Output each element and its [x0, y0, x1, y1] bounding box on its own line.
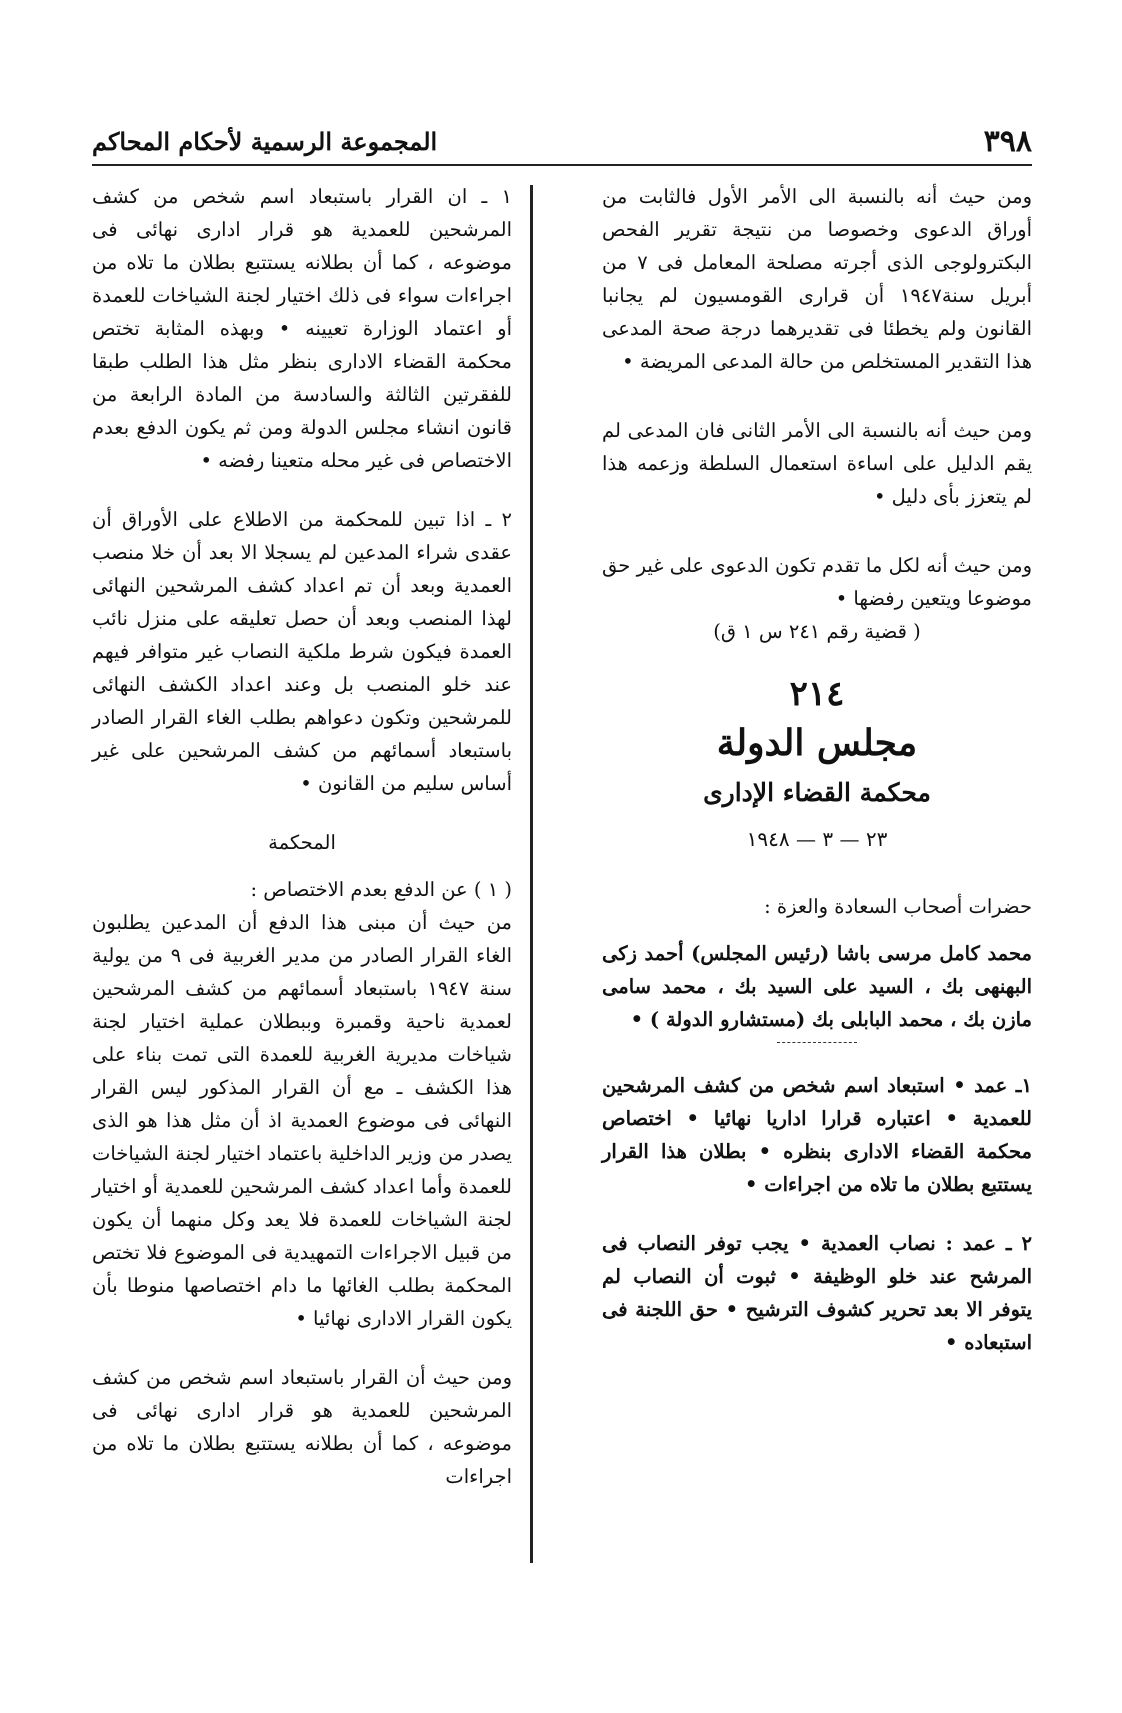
header-rule — [92, 164, 1032, 166]
body-paragraph: ومن حيث أنه لكل ما تقدم تكون الدعوى على غير حق موضوعا ويتعين رفضها • — [602, 554, 1032, 610]
body-paragraph: ومن حيث أن القرار باستبعاد اسم شخص من كشف المرشحين للعمدية هو قرار ادارى نهائى فى موضوعه ، كما أن بطلانه يستتبع بطلان ما تلاه من اجراءات — [92, 1366, 512, 1488]
body-paragraph: ومن حيث أنه بالنسبة الى الأمر الأول فالثابت من أوراق الدعوى وخصوصا من نتيجة تقرير الفحص البكترولوجى الذى أجرته مصلحة المعامل فى ٧ من أبريل سنة١٩٤٧ أن قرارى القومسيون لم يجانبا القانون ولم يخطئا فى تقديرهما درجة صحة المدعى هذا التقدير المستخلص من حالة المدعى المريضة • — [602, 185, 1032, 373]
right-column — [602, 180, 1032, 1583]
body-paragraph: من حيث أن مبنى هذا الدفع أن المدعين يطلبون الغاء القرار الصادر من مدير الغربية فى ٩ من يولية سنة ١٩٤٧ باستبعاد أسمائهم من كشف المرشحين لعمدية ناحية وقمبرة وببطلان عملية اختيار لجنة شياخات مديرية الغربية للعمدة التى تمت بناء على هذا الكشف ـ مع أن القرار المذكور ليس القرار النهائى فى موضوع العمدية اذ أن مثل هذا هو الذى يصدر من وزير الداخلية باعتماد اختيار لجنة الشياخات للعمدة وأما اعداد كشف المرشحين للعمدية أو اختيار لجنة الشياخات للعمدة فلا يعد وكل منهما أن يكون من قبيل الاجراءات التمهيدية فى الموضوع فلا تختص المحكمة بطلب الغائها ما دام اختصاصها منوطا بأن يكون القرار الادارى نهائيا • — [92, 911, 512, 1330]
ruling-number: ٢١٤ — [789, 674, 845, 714]
column-divider — [530, 185, 533, 1563]
subheading: ( ١ ) عن الدفع بعدم الاختصاص : — [250, 878, 512, 901]
principle-item: ١ ـ ان القرار باستبعاد اسم شخص من كشف المرشحين للعمدية هو قرار ادارى نهائى فى موضوعه ، كما أن بطلانه يستتبع بطلان ما تلاه من اجراءات سواء فى ذلك اختيار لجنة الشياخات للعمدة أو اعتماد الوزارة تعيينه • وبهذه المثابة تختص محكمة القضاء الادارى بنظر مثل هذا الطلب طبقا للفقرتين الثالثة والسادسة من المادة الرابعة من قانون انشاء مجلس الدولة ومن ثم يكون الدفع بعدم الاختصاص فى غير محله متعينا رفضه • — [92, 185, 512, 472]
body-paragraph: ومن حيث أنه بالنسبة الى الأمر الثانى فان المدعى لم يقم الدليل على اساءة استعمال السلطة وزعمه هذا لم يتعزز بأى دليل • — [602, 419, 1032, 508]
ruling-date: ٢٣ — ٣ — ١٩٤٨ — [746, 827, 888, 851]
page-header — [92, 118, 1032, 164]
short-divider — [777, 1042, 857, 1043]
section-title: المحكمة — [268, 831, 336, 854]
case-reference: ( قضية رقم ٢٤١ س ١ ق) — [713, 620, 921, 643]
council-title: مجلس الدولة — [716, 722, 918, 764]
bench-intro: حضرات أصحاب السعادة والعزة : — [764, 895, 1032, 918]
page-number: ٣٩٨ — [983, 123, 1032, 159]
court-title: محكمة القضاء الإدارى — [703, 778, 931, 807]
bench-members: محمد كامل مرسى باشا (رئيس المجلس) أحمد زكى البهنهى بك ، السيد على السيد بك ، محمد سامى مازن بك ، محمد البابلى بك (مستشارو الدولة ) • — [602, 942, 1032, 1031]
summary-item: ٢ ـ عمد : نصاب العمدية • يجب توفر النصاب فى المرشح عند خلو الوظيفة • ثبوت أن النصاب لم يتوفر الا بعد تحرير كشوف الترشيح • حق اللجنة فى استبعاده • — [602, 1232, 1032, 1354]
running-title: المجموعة الرسمية لأحكام المحاكم — [92, 126, 438, 156]
summary-item: ١ـ عمد • استبعاد اسم شخص من كشف المرشحين للعمدية • اعتباره قرارا اداريا نهائيا • اختصاص محكمة القضاء الادارى بنظره • بطلان هذا القرار يستتبع بطلان ما تلاه من اجراءات • — [602, 1074, 1032, 1196]
principle-item: ٢ ـ اذا تبين للمحكمة من الاطلاع على الأوراق أن عقدى شراء المدعين لم يسجلا الا بعد أن خلا منصب العمدية وبعد أن تم اعداد كشف المرشحين النهائى لهذا المنصب وبعد أن حصل تعليقه على منزل نائب العمدة فيكون شرط ملكية النصاب غير متوافر فيهم عند خلو المنصب بل وعند اعداد الكشف النهائى للمرشحين وتكون دعواهم بطلب الغاء القرار الصادر باستبعاد أسمائهم من كشف المرشحين على غير أساس سليم من القانون • — [92, 508, 512, 795]
left-column — [92, 180, 512, 1583]
